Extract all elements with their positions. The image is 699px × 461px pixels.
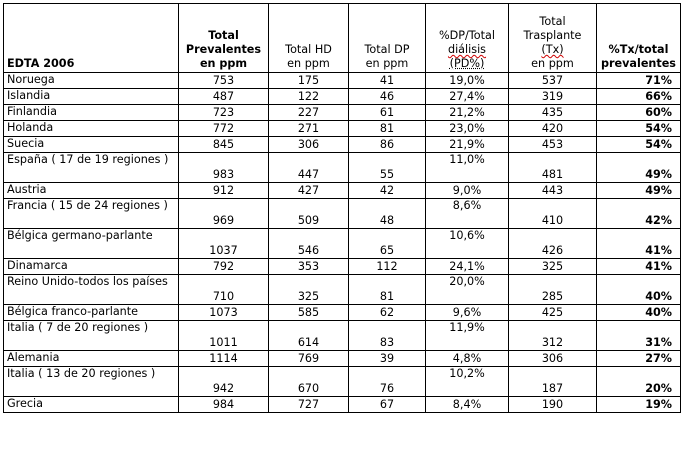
header-line: prevalentes xyxy=(601,57,676,70)
dp-pct-cell: 8,6% xyxy=(426,199,509,229)
header-line xyxy=(429,43,505,57)
dp-cell: 86 xyxy=(349,137,426,153)
prevalentes-cell: 723 xyxy=(179,105,269,121)
prevalentes-cell: 969 xyxy=(179,199,269,229)
table-row xyxy=(4,229,681,259)
prevalentes-cell: 845 xyxy=(179,137,269,153)
tx-cell: 312 xyxy=(509,321,597,351)
header-line: Total HD xyxy=(285,43,332,56)
dp-pct-cell: 21,9% xyxy=(426,137,509,153)
table-row xyxy=(4,351,681,367)
dp-cell: 81 xyxy=(349,121,426,137)
prevalentes-cell: 710 xyxy=(179,275,269,305)
prevalentes-cell: 487 xyxy=(179,89,269,105)
table-row xyxy=(4,275,681,305)
header-tx-pct xyxy=(597,4,681,73)
header-line: Total DP xyxy=(364,43,410,56)
table-row xyxy=(4,367,681,397)
hd-cell: 175 xyxy=(269,73,349,89)
country-cell: Italia ( 13 de 20 regiones ) xyxy=(4,367,179,397)
tx-pct-cell: 27% xyxy=(597,351,681,367)
hd-cell: 585 xyxy=(269,305,349,321)
dp-pct-cell: 10,6% xyxy=(426,229,509,259)
tx-pct-cell: 40% xyxy=(597,305,681,321)
header-line: en ppm xyxy=(531,57,574,70)
prevalentes-cell: 983 xyxy=(179,153,269,183)
hd-cell: 509 xyxy=(269,199,349,229)
header-dp-pct xyxy=(426,4,509,73)
header-line: Total xyxy=(539,15,566,28)
dp-cell: 55 xyxy=(349,153,426,183)
header-row xyxy=(4,4,681,73)
dp-cell: 41 xyxy=(349,73,426,89)
header-spell-word: (Tx) xyxy=(541,43,564,56)
prevalentes-cell: 942 xyxy=(179,367,269,397)
prevalentes-cell: 1114 xyxy=(179,351,269,367)
country-cell: Islandia xyxy=(4,89,179,105)
table-row xyxy=(4,137,681,153)
table-row xyxy=(4,121,681,137)
country-cell: España ( 17 de 19 regiones ) xyxy=(4,153,179,183)
tx-cell: 187 xyxy=(509,367,597,397)
table-body xyxy=(4,73,681,413)
table-row xyxy=(4,183,681,199)
header-line: Trasplante xyxy=(523,29,582,42)
dp-cell: 67 xyxy=(349,397,426,413)
edta-2006-table xyxy=(3,3,681,413)
tx-cell: 453 xyxy=(509,137,597,153)
dp-cell: 46 xyxy=(349,89,426,105)
header-dotted-word: (PD%) xyxy=(449,57,485,70)
dp-cell: 76 xyxy=(349,367,426,397)
country-cell: Finlandia xyxy=(4,105,179,121)
prevalentes-cell: 772 xyxy=(179,121,269,137)
table-row xyxy=(4,305,681,321)
dp-cell: 42 xyxy=(349,183,426,199)
header-total-hd xyxy=(269,4,349,73)
dp-pct-cell: 11,9% xyxy=(426,321,509,351)
header-total-prevalentes xyxy=(179,4,269,73)
tx-pct-cell: 54% xyxy=(597,137,681,153)
country-cell: Grecia xyxy=(4,397,179,413)
tx-pct-cell: 49% xyxy=(597,183,681,199)
header-line xyxy=(429,57,505,71)
prevalentes-cell: 984 xyxy=(179,397,269,413)
table-row xyxy=(4,89,681,105)
header-total-trasplante xyxy=(509,4,597,73)
hd-cell: 614 xyxy=(269,321,349,351)
header-line: en ppm xyxy=(365,57,409,70)
prevalentes-cell: 1073 xyxy=(179,305,269,321)
header-line xyxy=(512,43,593,57)
tx-cell: 190 xyxy=(509,397,597,413)
table-container xyxy=(3,3,681,413)
country-cell: Dinamarca xyxy=(4,259,179,275)
table-row xyxy=(4,153,681,183)
country-cell: Holanda xyxy=(4,121,179,137)
prevalentes-cell: 1011 xyxy=(179,321,269,351)
dp-pct-cell: 20,0% xyxy=(426,275,509,305)
header-line: %DP/Total xyxy=(439,29,495,42)
hd-cell: 271 xyxy=(269,121,349,137)
tx-cell: 426 xyxy=(509,229,597,259)
tx-cell: 443 xyxy=(509,183,597,199)
hd-cell: 670 xyxy=(269,367,349,397)
hd-cell: 122 xyxy=(269,89,349,105)
hd-cell: 325 xyxy=(269,275,349,305)
dp-cell: 65 xyxy=(349,229,426,259)
tx-cell: 481 xyxy=(509,153,597,183)
country-cell: Austria xyxy=(4,183,179,199)
tx-cell: 319 xyxy=(509,89,597,105)
tx-cell: 425 xyxy=(509,305,597,321)
header-line: en ppm xyxy=(287,57,330,70)
prevalentes-cell: 912 xyxy=(179,183,269,199)
dp-cell: 62 xyxy=(349,305,426,321)
tx-pct-cell: 42% xyxy=(597,199,681,229)
tx-pct-cell: 41% xyxy=(597,229,681,259)
dp-pct-cell: 11,0% xyxy=(426,153,509,183)
tx-cell: 325 xyxy=(509,259,597,275)
tx-cell: 285 xyxy=(509,275,597,305)
country-cell: Reino Unido-todos los países xyxy=(4,275,179,305)
table-row xyxy=(4,259,681,275)
tx-pct-cell: 31% xyxy=(597,321,681,351)
country-cell: Noruega xyxy=(4,73,179,89)
table-row xyxy=(4,73,681,89)
hd-cell: 227 xyxy=(269,105,349,121)
header-spell-word: diálisis xyxy=(447,43,487,56)
dp-pct-cell: 8,4% xyxy=(426,397,509,413)
header-line: %Tx/total xyxy=(608,43,669,56)
tx-pct-cell: 41% xyxy=(597,259,681,275)
country-cell: Suecia xyxy=(4,137,179,153)
tx-cell: 435 xyxy=(509,105,597,121)
tx-pct-cell: 60% xyxy=(597,105,681,121)
tx-pct-cell: 71% xyxy=(597,73,681,89)
tx-pct-cell: 20% xyxy=(597,367,681,397)
country-cell: Francia ( 15 de 24 regiones ) xyxy=(4,199,179,229)
tx-cell: 537 xyxy=(509,73,597,89)
table-row xyxy=(4,199,681,229)
hd-cell: 306 xyxy=(269,137,349,153)
dp-cell: 112 xyxy=(349,259,426,275)
tx-pct-cell: 19% xyxy=(597,397,681,413)
table-row xyxy=(4,321,681,351)
header-line: en ppm xyxy=(199,57,248,70)
dp-pct-cell: 9,0% xyxy=(426,183,509,199)
tx-pct-cell: 66% xyxy=(597,89,681,105)
tx-cell: 420 xyxy=(509,121,597,137)
hd-cell: 353 xyxy=(269,259,349,275)
header-line: Total xyxy=(208,29,239,42)
dp-pct-cell: 19,0% xyxy=(426,73,509,89)
hd-cell: 546 xyxy=(269,229,349,259)
prevalentes-cell: 1037 xyxy=(179,229,269,259)
tx-pct-cell: 54% xyxy=(597,121,681,137)
country-cell: Bélgica germano-parlante xyxy=(4,229,179,259)
dp-pct-cell: 9,6% xyxy=(426,305,509,321)
dp-cell: 83 xyxy=(349,321,426,351)
header-total-dp xyxy=(349,4,426,73)
country-cell: Bélgica franco-parlante xyxy=(4,305,179,321)
dp-pct-cell: 10,2% xyxy=(426,367,509,397)
dp-cell: 61 xyxy=(349,105,426,121)
tx-cell: 306 xyxy=(509,351,597,367)
header-edta: EDTA 2006 xyxy=(4,4,179,73)
country-cell: Italia ( 7 de 20 regiones ) xyxy=(4,321,179,351)
dp-pct-cell: 23,0% xyxy=(426,121,509,137)
table-row xyxy=(4,105,681,121)
dp-pct-cell: 27,4% xyxy=(426,89,509,105)
hd-cell: 427 xyxy=(269,183,349,199)
hd-cell: 447 xyxy=(269,153,349,183)
hd-cell: 727 xyxy=(269,397,349,413)
table-row xyxy=(4,397,681,413)
dp-pct-cell: 21,2% xyxy=(426,105,509,121)
dp-pct-cell: 4,8% xyxy=(426,351,509,367)
prevalentes-cell: 753 xyxy=(179,73,269,89)
header-line: Prevalentes xyxy=(185,43,262,56)
dp-cell: 39 xyxy=(349,351,426,367)
tx-cell: 410 xyxy=(509,199,597,229)
prevalentes-cell: 792 xyxy=(179,259,269,275)
country-cell: Alemania xyxy=(4,351,179,367)
hd-cell: 769 xyxy=(269,351,349,367)
dp-cell: 48 xyxy=(349,199,426,229)
dp-pct-cell: 24,1% xyxy=(426,259,509,275)
tx-pct-cell: 49% xyxy=(597,153,681,183)
tx-pct-cell: 40% xyxy=(597,275,681,305)
dp-cell: 81 xyxy=(349,275,426,305)
